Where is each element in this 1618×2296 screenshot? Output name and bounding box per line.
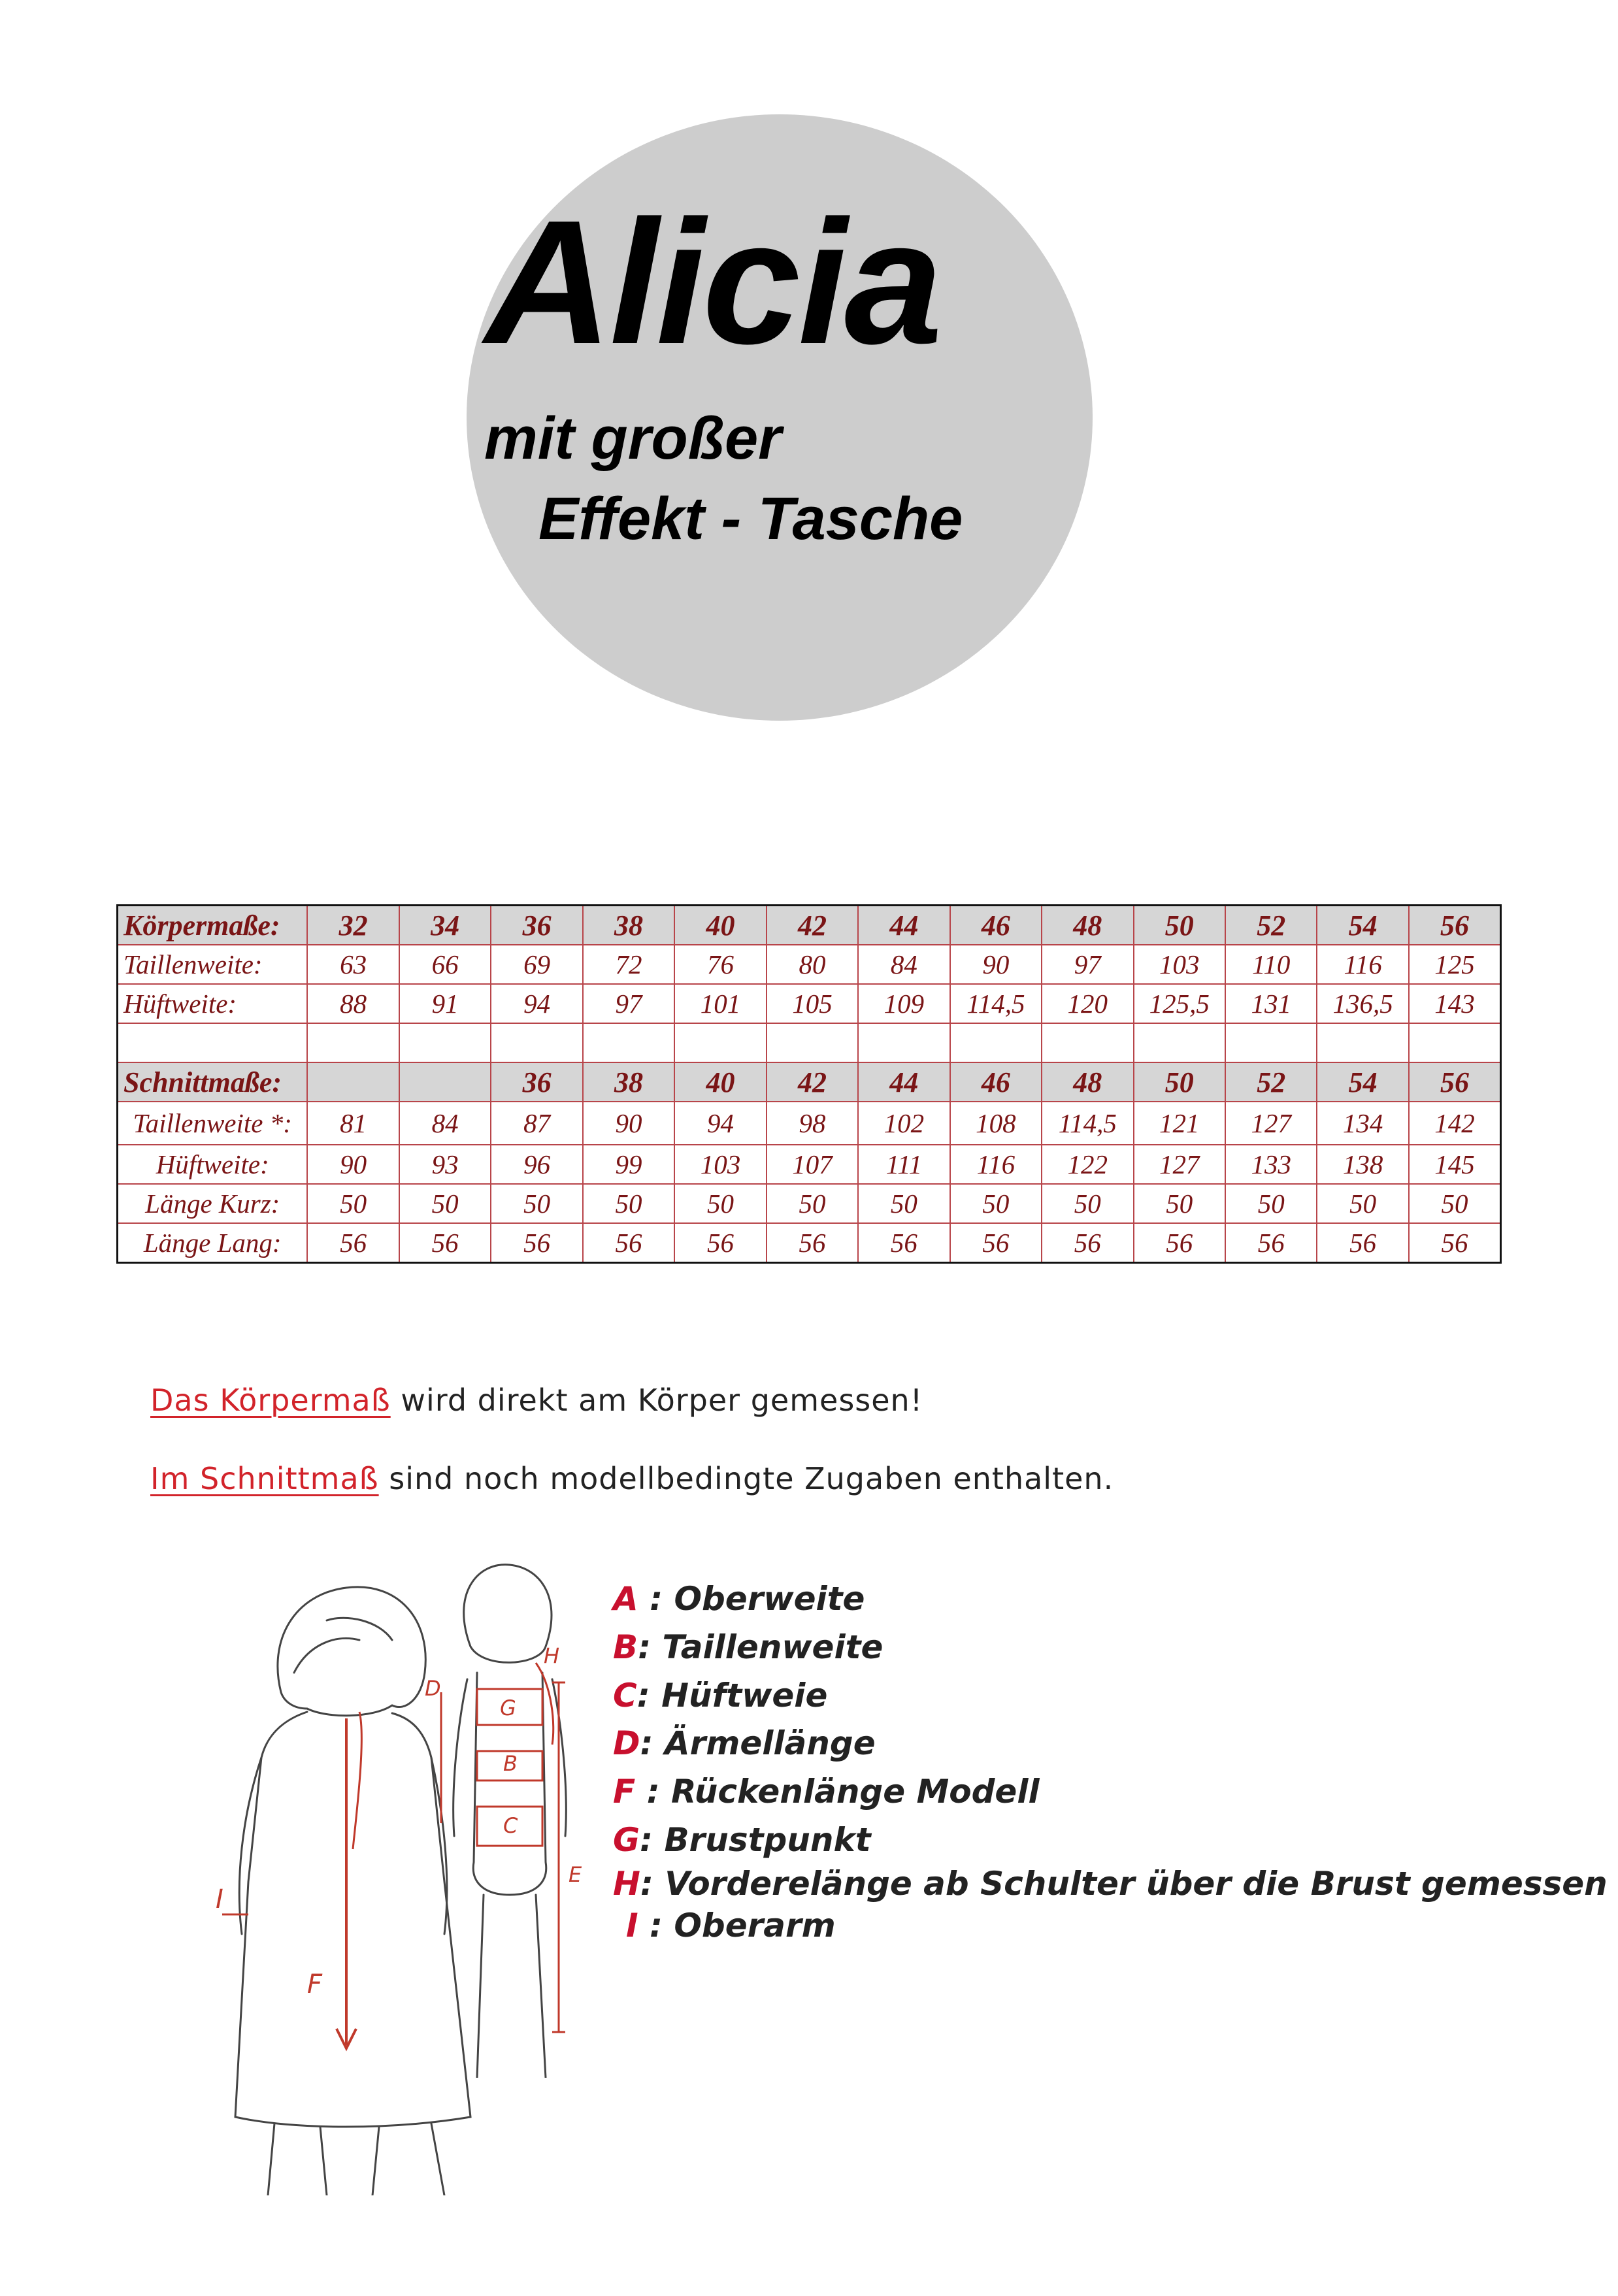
legend-item-a: [613, 1580, 865, 1618]
legend-item-h: [613, 1865, 1608, 1903]
note-text: wird direkt am Körper gemessen!: [390, 1383, 923, 1418]
table-cell: 145: [1409, 1145, 1501, 1184]
note-text: sind noch modellbedingte Zugaben enthalten.: [378, 1461, 1114, 1496]
table-cell: [1134, 1023, 1225, 1062]
table-cell: 142: [1409, 1102, 1501, 1145]
table-cell: 56: [1317, 1223, 1408, 1263]
table-cell: 143: [1409, 984, 1501, 1023]
table-cell: [118, 1023, 308, 1062]
legend-text: : Oberarm: [638, 1907, 836, 1944]
table-cell: 56: [1225, 1223, 1317, 1263]
size-cell: 40: [674, 1062, 766, 1102]
table-cell: 72: [583, 945, 674, 984]
table-cell: 111: [858, 1145, 949, 1184]
size-cell: 52: [1225, 1062, 1317, 1102]
table-cell: 50: [1225, 1184, 1317, 1223]
row-label: Taillenweite *:: [118, 1102, 308, 1145]
table-cell: 56: [767, 1223, 858, 1263]
table-cell: 50: [1134, 1184, 1225, 1223]
table-cell: 127: [1134, 1145, 1225, 1184]
table-cell: 81: [307, 1102, 399, 1145]
size-cell: [307, 1062, 399, 1102]
table-cell: 56: [1409, 1223, 1501, 1263]
table-cell: [1225, 1023, 1317, 1062]
note-link-schnittmass[interactable]: Im Schnittmaß: [150, 1461, 379, 1496]
table-cell: 114,5: [1042, 1102, 1133, 1145]
table-cell: 127: [1225, 1102, 1317, 1145]
size-cell: 44: [858, 906, 949, 945]
size-cell: 48: [1042, 1062, 1133, 1102]
svg-text:G: G: [500, 1696, 516, 1720]
table-row: [118, 1223, 1501, 1263]
table-cell: 50: [950, 1184, 1042, 1223]
table-cell: [583, 1023, 674, 1062]
size-cell: [399, 1062, 491, 1102]
table-cell: 56: [950, 1223, 1042, 1263]
table-cell: 102: [858, 1102, 949, 1145]
row-label: Taillenweite:: [118, 945, 308, 984]
legend-text: : Vorderelänge ab Schulter über die Brust gemessen: [640, 1865, 1608, 1903]
front-figure-sketch-icon: [405, 1555, 608, 2078]
legend-item-d: [613, 1724, 876, 1762]
schnitt-header-row: [118, 1062, 1501, 1102]
size-cell: 42: [767, 1062, 858, 1102]
table-cell: 134: [1317, 1102, 1408, 1145]
note-link-koerpermass[interactable]: Das Körpermaß: [150, 1383, 391, 1418]
legend-item-c: [613, 1679, 827, 1712]
table-cell: 101: [674, 984, 766, 1023]
table-cell: [950, 1023, 1042, 1062]
table-cell: 50: [1317, 1184, 1408, 1223]
size-cell: 52: [1225, 906, 1317, 945]
table-cell: 56: [1134, 1223, 1225, 1263]
legend-key: I: [626, 1907, 638, 1944]
pattern-title: Alicia: [485, 184, 940, 381]
size-cell: 36: [491, 1062, 582, 1102]
table-cell: 56: [491, 1223, 582, 1263]
table-cell: 50: [491, 1184, 582, 1223]
schnitt-label: Schnittmaße:: [118, 1062, 308, 1102]
table-cell: 56: [1042, 1223, 1133, 1263]
svg-text:D: D: [425, 1676, 441, 1701]
size-cell: 38: [583, 906, 674, 945]
legend-text: : Ärmellänge: [640, 1724, 876, 1762]
table-cell: 50: [1042, 1184, 1133, 1223]
table-cell: 80: [767, 945, 858, 984]
table-row: [118, 1145, 1501, 1184]
table-cell: [399, 1023, 491, 1062]
table-cell: 56: [858, 1223, 949, 1263]
size-cell: 56: [1409, 906, 1501, 945]
table-cell: 138: [1317, 1145, 1408, 1184]
size-cell: 54: [1317, 906, 1408, 945]
svg-text:H: H: [544, 1643, 560, 1668]
table-cell: 110: [1225, 945, 1317, 984]
legend-text: : Oberweite: [638, 1580, 865, 1618]
legend-item-g: [613, 1821, 871, 1859]
svg-text:E: E: [569, 1862, 582, 1887]
legend-text: : Brustpunkt: [640, 1821, 871, 1859]
svg-text:B: B: [503, 1751, 518, 1776]
table-cell: [858, 1023, 949, 1062]
size-table: [116, 904, 1502, 1264]
table-cell: 56: [307, 1223, 399, 1263]
table-row: [118, 945, 1501, 984]
table-cell: [491, 1023, 582, 1062]
legend-key: H: [613, 1865, 640, 1903]
table-cell: 66: [399, 945, 491, 984]
table-cell: 116: [950, 1145, 1042, 1184]
table-cell: 50: [1409, 1184, 1501, 1223]
size-cell: 36: [491, 906, 582, 945]
table-cell: 125,5: [1134, 984, 1225, 1023]
legend-item-b: [613, 1628, 883, 1666]
koerper-label: Körpermaße:: [118, 906, 308, 945]
size-cell: 44: [858, 1062, 949, 1102]
table-cell: [767, 1023, 858, 1062]
size-cell: 56: [1409, 1062, 1501, 1102]
table-cell: 116: [1317, 945, 1408, 984]
subtitle-line-1: mit großer: [484, 405, 782, 472]
legend-text: : Rückenlänge Modell: [635, 1773, 1040, 1811]
size-cell: 50: [1134, 906, 1225, 945]
table-cell: [307, 1023, 399, 1062]
table-cell: 84: [399, 1102, 491, 1145]
size-cell: 40: [674, 906, 766, 945]
size-cell: 32: [307, 906, 399, 945]
table-cell: 84: [858, 945, 949, 984]
empty-spacer-row: [118, 1023, 1501, 1062]
table-cell: 87: [491, 1102, 582, 1145]
table-cell: 98: [767, 1102, 858, 1145]
table-cell: 94: [674, 1102, 766, 1145]
legend-item-i: [626, 1909, 836, 1942]
note-koerpermass: [150, 1383, 923, 1418]
table-cell: 120: [1042, 984, 1133, 1023]
size-cell: 54: [1317, 1062, 1408, 1102]
table-cell: 50: [399, 1184, 491, 1223]
table-cell: 133: [1225, 1145, 1317, 1184]
table-row: [118, 1184, 1501, 1223]
size-cell: 46: [950, 1062, 1042, 1102]
table-cell: 90: [950, 945, 1042, 984]
table-cell: 56: [399, 1223, 491, 1263]
table-cell: [1409, 1023, 1501, 1062]
row-label: Länge Lang:: [118, 1223, 308, 1263]
legend-key: C: [613, 1677, 637, 1714]
legend-text: : Hüftweie: [636, 1677, 828, 1714]
table-cell: 125: [1409, 945, 1501, 984]
table-cell: 91: [399, 984, 491, 1023]
table-cell: 108: [950, 1102, 1042, 1145]
table-cell: 122: [1042, 1145, 1133, 1184]
legend-key: A: [613, 1580, 638, 1618]
table-cell: 114,5: [950, 984, 1042, 1023]
table-cell: 97: [583, 984, 674, 1023]
table-cell: 97: [1042, 945, 1133, 984]
svg-text:C: C: [503, 1813, 518, 1838]
size-cell: 34: [399, 906, 491, 945]
table-cell: 88: [307, 984, 399, 1023]
size-cell: 50: [1134, 1062, 1225, 1102]
table-row: [118, 1102, 1501, 1145]
note-schnittmass: [150, 1461, 1114, 1496]
table-cell: 76: [674, 945, 766, 984]
size-cell: 46: [950, 906, 1042, 945]
legend-key: B: [613, 1628, 638, 1666]
table-cell: 94: [491, 984, 582, 1023]
table-cell: 93: [399, 1145, 491, 1184]
table-cell: 90: [583, 1102, 674, 1145]
legend-key: F: [613, 1773, 636, 1811]
legend-item-f: [613, 1773, 1040, 1811]
table-cell: 50: [858, 1184, 949, 1223]
row-label: Hüftweite:: [118, 984, 308, 1023]
table-cell: 105: [767, 984, 858, 1023]
table-cell: [674, 1023, 766, 1062]
table-cell: 103: [674, 1145, 766, 1184]
svg-text:F: F: [307, 1969, 323, 1999]
table-cell: 136,5: [1317, 984, 1408, 1023]
legend-key: G: [613, 1821, 640, 1859]
subtitle-line-2: Effekt - Tasche: [538, 485, 963, 552]
table-cell: [1317, 1023, 1408, 1062]
row-label: Länge Kurz:: [118, 1184, 308, 1223]
table-row: [118, 984, 1501, 1023]
table-cell: 63: [307, 945, 399, 984]
row-label: Hüftweite:: [118, 1145, 308, 1184]
size-cell: 48: [1042, 906, 1133, 945]
table-cell: [1042, 1023, 1133, 1062]
table-cell: 50: [767, 1184, 858, 1223]
koerper-header-row: [118, 906, 1501, 945]
table-cell: 50: [674, 1184, 766, 1223]
table-cell: 107: [767, 1145, 858, 1184]
legend-text: : Taillenweite: [638, 1628, 883, 1666]
table-cell: 69: [491, 945, 582, 984]
table-cell: 103: [1134, 945, 1225, 984]
table-cell: 99: [583, 1145, 674, 1184]
table-cell: 56: [583, 1223, 674, 1263]
table-cell: 50: [583, 1184, 674, 1223]
table-cell: 56: [674, 1223, 766, 1263]
table-cell: 131: [1225, 984, 1317, 1023]
table-cell: 96: [491, 1145, 582, 1184]
table-cell: 90: [307, 1145, 399, 1184]
legend-key: D: [613, 1724, 640, 1762]
table-cell: 50: [307, 1184, 399, 1223]
table-cell: 121: [1134, 1102, 1225, 1145]
size-cell: 42: [767, 906, 858, 945]
table-cell: 109: [858, 984, 949, 1023]
svg-text:I: I: [216, 1884, 223, 1914]
size-cell: 38: [583, 1062, 674, 1102]
